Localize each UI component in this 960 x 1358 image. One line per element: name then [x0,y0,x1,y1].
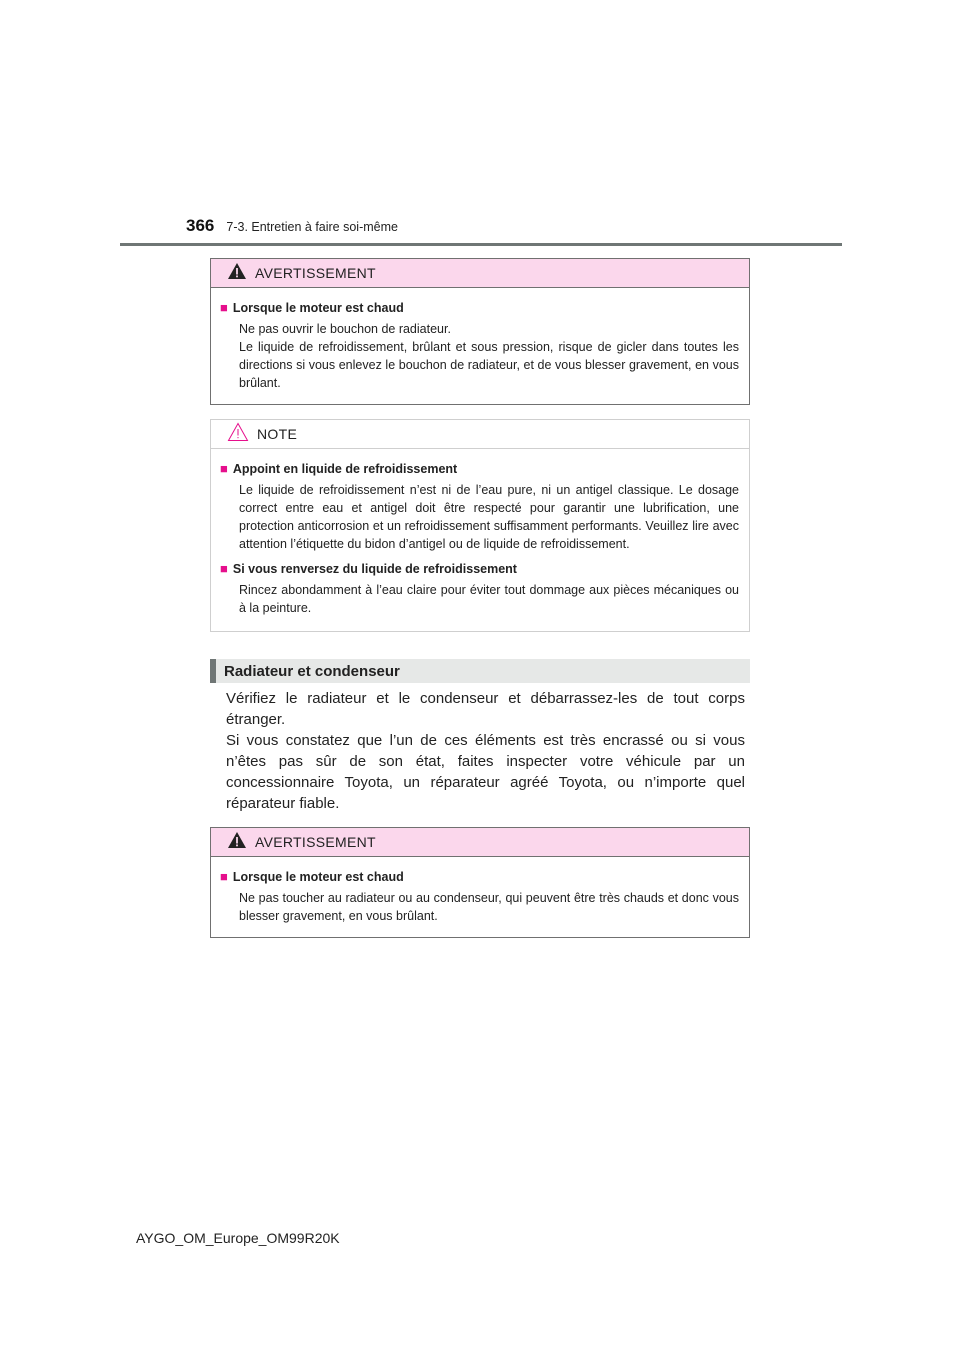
square-bullet-icon: ■ [220,561,228,576]
section-heading-bar [210,659,750,683]
warning-text-line: Le liquide de refroidissement, brûlant et sous pression, risque de gicler dans toutes les directions si vous enlevez le bouchon de radiateur, et de vous blesser gravement, en vous brûlant. [239,340,739,390]
note-item-text: Rincez abondamment à l’eau claire pour éviter tout dommage aux pièces mécaniques ou à la peinture. [239,583,739,615]
header-divider [120,243,842,246]
note-box-header [211,420,749,449]
warning-triangle-icon [227,831,247,854]
warning-box-header [211,828,749,857]
warning-title: AVERTISSEMENT [255,834,376,850]
page-header [186,216,398,236]
body-paragraph: Vérifiez le radiateur et le condenseur et débarrassez-les de tout corps étranger. [226,690,745,728]
warning-title: AVERTISSEMENT [255,265,376,281]
note-item-heading: ■ Appoint en liquide de refroidissement [220,461,458,476]
square-bullet-icon: ■ [220,461,228,476]
warning-triangle-icon [227,262,247,285]
warning-item-heading: ■ Lorsque le moteur est chaud [220,869,404,884]
document-id: AYGO_OM_Europe_OM99R20K [136,1230,340,1246]
warning-item-text [239,320,739,392]
square-bullet-icon: ■ [220,300,228,315]
note-item-text: Le liquide de refroidissement n’est ni de l’eau pure, ni un antigel classique. Le dosage correct entre eau et antigel doit être respecté pour garantir une lubrification, une protection anticorrosion et un refroidissement suffisamment performants. Veuillez lire avec attention l’étiquette du bidon d’antigel ou de liquide de refroidissement. [239,483,739,551]
warning-box [210,827,750,938]
note-title: NOTE [257,426,298,442]
note-item-heading: ■ Si vous renversez du liquide de refroidissement [220,561,517,576]
warning-box [210,258,750,405]
square-bullet-icon: ■ [220,869,228,884]
section-heading: Radiateur et condenseur [224,662,400,680]
caution-outline-triangle-icon [227,422,249,447]
warning-item-text: Ne pas toucher au radiateur ou au condenseur, qui peuvent être très chauds et donc vous blesser gravement, en vous brûlant. [239,891,739,923]
warning-text-line: Ne pas ouvrir le bouchon de radiateur. [239,322,451,336]
page-number: 366 [186,216,215,235]
note-box [210,419,750,632]
body-paragraph: Si vous constatez que l’un de ces éléments est très encrassé ou si vous n’êtes pas sûr de son état, faites inspecter votre véhicule par un concessionnaire Toyota, un réparateur agréé Toyota, ou n’importe quel réparateur fiable. [226,732,745,812]
section-body [226,688,745,814]
warning-item-heading: ■ Lorsque le moteur est chaud [220,300,404,315]
warning-box-header [211,259,749,288]
section-breadcrumb: 7-3. Entretien à faire soi-même [226,220,398,234]
